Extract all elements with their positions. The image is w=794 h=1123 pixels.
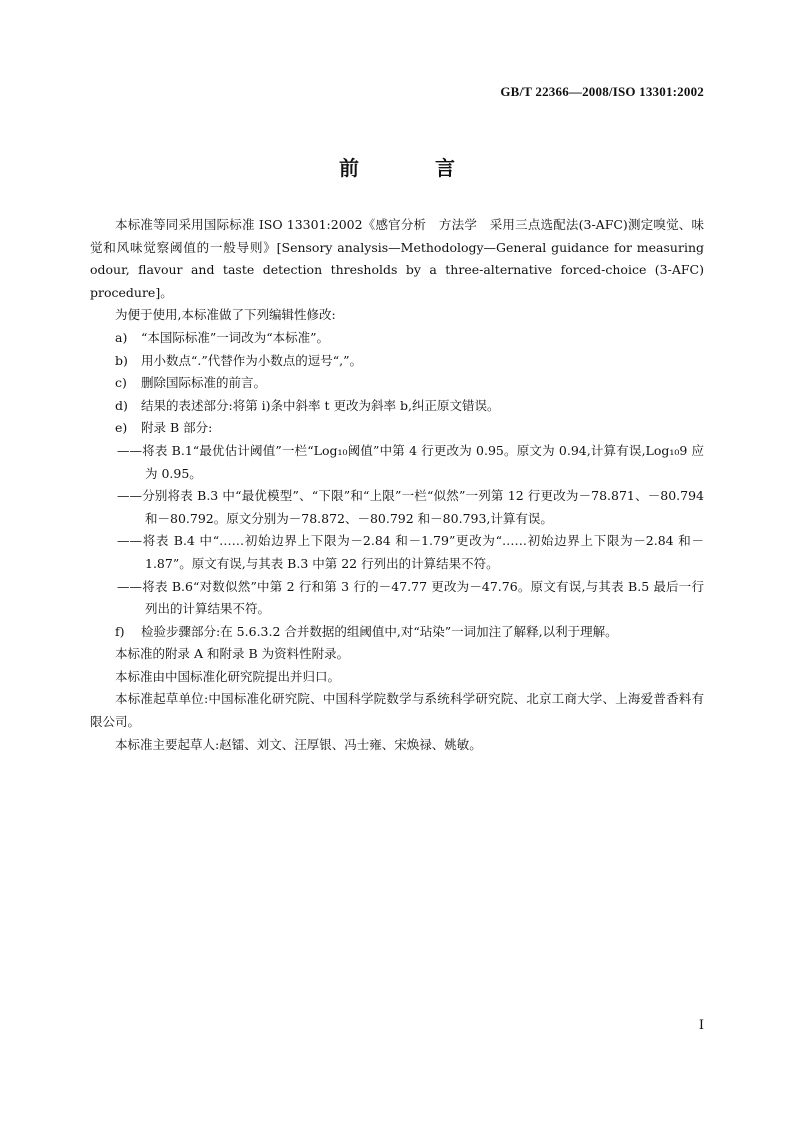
list-item-c [90, 372, 704, 395]
list-text: 删除国际标准的前言。 [141, 375, 267, 391]
document-body [90, 214, 704, 756]
dash-item-2: ——分别将表 B.3 中“最优模型”、“下限”和“上限”一栏“似然”一列第 12 行更改为－78.871、－80.794 和－80.792。原文分别为－78.872、－80.792 和－80.793,计算有误。 [117, 488, 704, 526]
list-marker: b) [115, 352, 128, 368]
list-item-a [90, 327, 704, 350]
dash-item-4: ——将表 B.6“对数似然”中第 2 行和第 3 行的－47.77 更改为－47.76。原文有误,与其表 B.5 最后一行列出的计算结果不符。 [117, 578, 704, 617]
list-item-d [90, 395, 704, 418]
standard-code: GB/T 22366—2008/ISO 13301:2002 [500, 84, 704, 99]
list-text: “本国际标准”一词改为“本标准”。 [141, 329, 330, 345]
edits-intro: 为便于使用,本标准做了下列编辑性修改: [115, 307, 336, 323]
dash-item-3: ——将表 B.4 中“……初始边界上下限为－2.84 和－1.79”更改为“……初始边界上下限为－2.84 和－1.87”。原文有误,与其表 B.3 中第 22 行列出的计算结果不符。 [117, 533, 704, 571]
list-text: 检验步骤部分:在 5.6.3.2 合并数据的组阈值中,对“玷染”一词加注了解释,以利于理解。 [141, 623, 618, 639]
dash-item-1: ——将表 B.1“最优估计阈值”一栏“Log₁₀阈值”中第 4 行更改为 0.95。原文为 0.94,计算有误,Log₁₀9 应为 0.95。 [117, 442, 704, 481]
list-marker: e) [115, 420, 128, 436]
list-text: 结果的表述部分:将第 i)条中斜率 t 更改为斜率 b,纠正原文错误。 [141, 397, 500, 413]
list-text: 用小数点“.”代替作为小数点的逗号“,”。 [141, 352, 363, 368]
page-number: I [698, 1018, 704, 1033]
list-item-f [90, 621, 704, 644]
list-marker: a) [115, 329, 128, 345]
list-marker: f) [115, 623, 125, 639]
list-item-e [90, 417, 704, 440]
drafting-units: 本标准起草单位:中国标准化研究院、中国科学院数学与系统科学研究院、北京工商大学、上海爱普香料有限公司。 [90, 691, 704, 730]
intro-paragraph: 本标准等同采用国际标准 ISO 13301:2002《感官分析 方法学 采用三点选配法(3-AFC)测定嗅觉、味觉和风味觉察阈值的一般导则》[Sensory analysis—Methodology—General guidance for measuring odour, flavour and taste detection thresholds by a three-alternative forced-choice (3-AFC) procedure]。 [90, 217, 704, 300]
list-marker: c) [115, 375, 127, 391]
list-marker: d) [115, 397, 128, 413]
drafters: 本标准主要起草人:赵镭、刘文、汪厚银、冯士雍、宋焕禄、姚敏。 [115, 736, 482, 752]
list-text: 附录 B 部分: [141, 420, 213, 436]
list-item-b [90, 350, 704, 373]
appendix-note: 本标准的附录 A 和附录 B 为资料性附录。 [115, 646, 350, 662]
proposer-note: 本标准由中国标准化研究院提出并归口。 [115, 668, 341, 684]
page-title: 前 言 [339, 156, 483, 180]
